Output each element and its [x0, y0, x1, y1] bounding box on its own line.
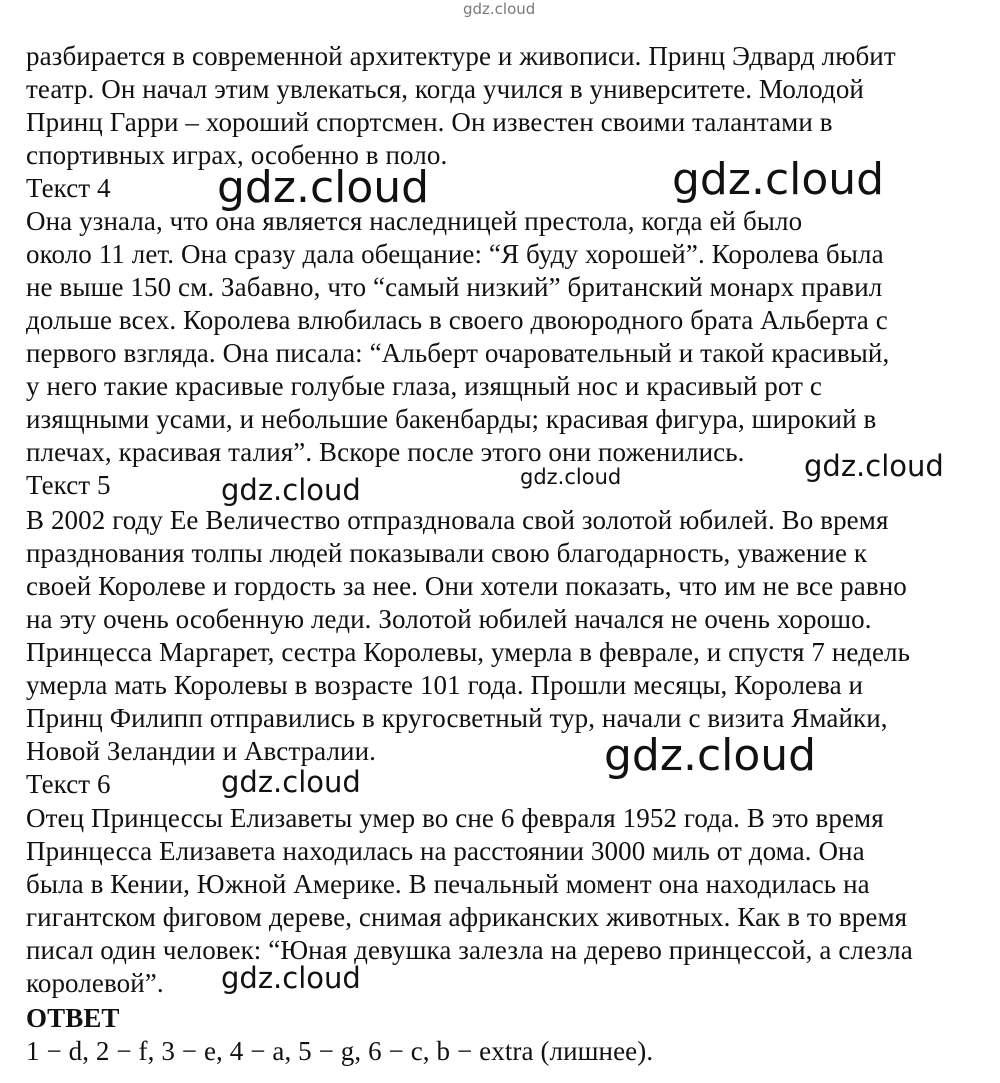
text-line: гигантском фиговом дереве, снимая африканских животных. Как в то время [26, 902, 908, 932]
text-line: спортивных играх, особенно в поло. [26, 140, 448, 170]
text-line: около 11 лет. Она сразу дала обещание: “Я буду хорошей”. Королева была [26, 239, 884, 269]
text-line: изящными усами, и небольшие бакенбарды; красивая фигура, широкий в [26, 404, 877, 434]
text-line: Отец Принцессы Елизаветы умер во сне 6 февраля 1952 года. В это время [26, 803, 884, 833]
text-line: Новой Зеландии и Австралии. [26, 736, 377, 766]
watermark: gdz.cloud [221, 473, 361, 507]
watermark: gdz.cloud [804, 449, 944, 483]
text-line: писал один человек: “Юная девушка залезла на дерево принцессой, а слезла [26, 935, 913, 965]
watermark: gdz.cloud [221, 765, 361, 799]
watermark: gdz.cloud [604, 730, 817, 781]
text-line: была в Кении, Южной Америке. В печальный момент она находилась на [26, 869, 870, 899]
watermark: gdz.cloud [217, 162, 430, 213]
watermark: gdz.cloud [221, 961, 361, 995]
text-line: на эту очень особенную леди. Золотой юбилей начался не очень хорошо. [26, 604, 872, 634]
text-line: плечах, красивая талия”. Вскоре после этого они поженились. [26, 437, 745, 467]
text-line: Принцесса Маргарет, сестра Королевы, умерла в феврале, и спустя 7 недель [26, 637, 911, 667]
text-line: Она узнала, что она является наследницей престола, когда ей было [26, 206, 803, 236]
answer-heading: ОТВЕТ [26, 1003, 120, 1033]
text-line: Принц Филипп отправились в кругосветный тур, начали с визита Ямайки, [26, 703, 888, 733]
section-heading-text-5: Текст 5 [26, 470, 111, 500]
answer-text: 1 − d, 2 − f, 3 − e, 4 − a, 5 − g, 6 − c, b − extra (лишнее). [26, 1036, 654, 1066]
text-line: Принцесса Елизавета находилась на расстоянии 3000 миль от дома. Она [26, 836, 865, 866]
text-line: не выше 150 см. Забавно, что “самый низкий” британский монарх правил [26, 272, 883, 302]
text-line: умерла мать Королевы в возрасте 101 года. Прошли месяцы, Королева и [26, 670, 864, 700]
text-line: королевой”. [26, 968, 164, 998]
text-line: театр. Он начал этим увлекаться, когда учился в университете. Молодой [26, 74, 864, 104]
watermark: gdz.cloud [520, 465, 622, 489]
watermark: gdz.cloud [672, 154, 885, 205]
text-line: первого взгляда. Она писала: “Альберт очаровательный и такой красивый, [26, 338, 890, 368]
text-line: Принц Гарри – хороший спортсмен. Он известен своими талантами в [26, 107, 833, 137]
text-line: своей Королеве и гордость за нее. Они хотели показать, что им не все равно [26, 571, 907, 601]
text-line: В 2002 году Ее Величество отпраздновала свой золотой юбилей. Во время [26, 505, 889, 535]
section-heading-text-4: Текст 4 [26, 173, 111, 203]
text-line: празднования толпы людей показывали свою благодарность, уважение к [26, 538, 868, 568]
text-line: у него такие красивые голубые глаза, изящный нос и красивый рот с [26, 371, 822, 401]
section-heading-text-6: Текст 6 [26, 769, 111, 799]
text-line: дольше всех. Королева влюбилась в своего двоюродного брата Альберта с [26, 305, 888, 335]
text-line: разбирается в современной архитектуре и живописи. Принц Эдвард любит [26, 41, 896, 71]
watermark-top: gdz.cloud [463, 0, 536, 18]
